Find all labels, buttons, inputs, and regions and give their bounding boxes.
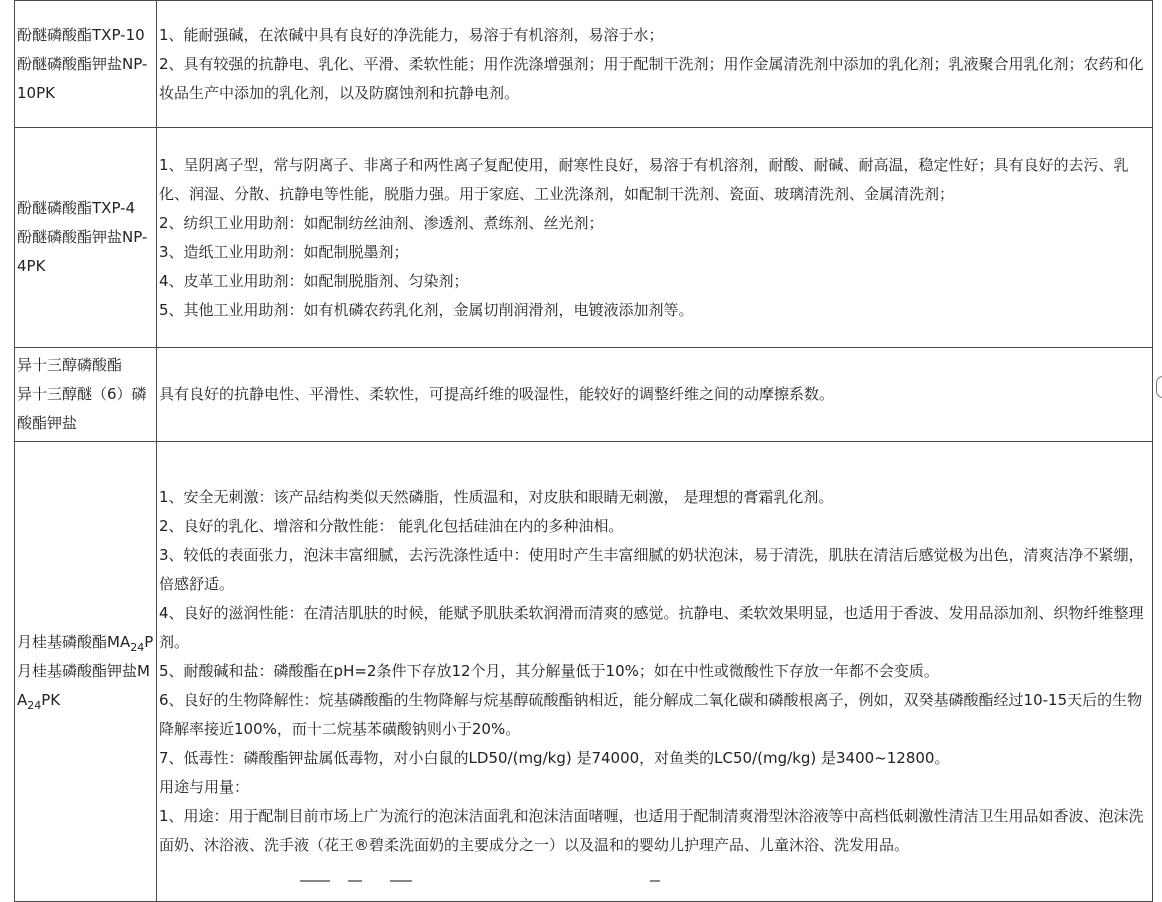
description-line: 1、能耐强碱，在浓碱中具有良好的净洗能力，易溶于有机溶剂，易溶于水； xyxy=(159,25,664,44)
table-row xyxy=(15,128,1153,348)
page-edge-bracket xyxy=(1156,376,1162,398)
product-name: 异十三醇磷酸酯 xyxy=(17,356,123,374)
product-name: 酚醚磷酸酯钾盐NP-10PK xyxy=(17,54,148,102)
description-line: 3、造纸工业用助剂：如配制脱墨剂； xyxy=(159,242,409,261)
table-row xyxy=(15,348,1153,442)
description-line: 6、良好的生物降解性：烷基磷酸酯的生物降解与烷基醇硫酸酯钠相近，能分解成二氧化碳和磷酸根离子，例如，双癸基磷酸酯经过10-15天后的生物降解率接近100%，而十二烷基苯磺酸钠则小于20%。 xyxy=(159,691,1143,738)
product-name-cell xyxy=(15,442,157,902)
description-line: 1、用途：用于配制目前市场上广为流行的泡沫洁面乳和泡沫洁面啫喱，也适用于配制清爽滑型沐浴液等中高档低刺激性清洁卫生用品如香波、泡沫洗面奶、沐浴液、洗手液（花王®碧柔洗面奶的主要成分之一）以及温和的婴幼儿护理产品、儿童沐浴、洗发用品。 xyxy=(159,807,1144,854)
table-row xyxy=(15,1,1153,128)
product-table xyxy=(14,0,1153,902)
description-line: 5、耐酸碱和盐：磷酸酯在pH=2条件下存放12个月，其分解量低于10%；如在中性或微酸性下存放一年都不会变质。 xyxy=(159,662,939,680)
description-line: 1、呈阴离子型，常与阴离子、非离子和两性离子复配使用，耐寒性良好，易溶于有机溶剂，耐酸、耐碱、耐高温，稳定性好；具有良好的去污、乳化、润湿、分散、抗静电等性能，脱脂力强。用于家庭、工业洗涤剂，如配制干洗剂、瓷面、玻璃清洗剂、金属清洗剂； xyxy=(159,155,1129,203)
cut-off-text-fragments xyxy=(300,878,700,885)
description-line: 2、纺织工业用助剂：如配制纺丝油剂、渗透剂、煮练剂、丝光剂； xyxy=(159,213,604,232)
product-name: 月桂基磷酸酯$MA_{24}P$ xyxy=(17,633,154,654)
product-name-cell xyxy=(15,128,157,348)
description-line: 4、良好的滋润性能：在清洁肌肤的时候，能赋予肌肤柔软润滑而清爽的感觉。抗静电、柔软效果明显，也适用于香波、发用品添加剂、织物纤维整理剂。 xyxy=(159,604,1144,651)
table-row xyxy=(15,442,1153,902)
product-name: 酚醚磷酸酯TXP-10 xyxy=(17,25,145,44)
description-line: 具有良好的抗静电性、平滑性、柔软性，可提高纤维的吸湿性，能较好的调整纤维之间的动摩擦系数。 xyxy=(159,385,835,403)
product-description-cell xyxy=(157,1,1153,128)
product-name-cell xyxy=(15,348,157,442)
description-line: 2、良好的乳化、增溶和分散性能： 能乳化包括硅油在内的多种油相。 xyxy=(159,517,624,535)
product-description-cell xyxy=(157,348,1153,442)
usage-heading: 用途与用量： xyxy=(159,778,250,796)
description-line: 2、具有较强的抗静电、乳化、平滑、柔软性能；用作洗涤增强剂；用于配制干洗剂；用作金属清洗剂中添加的乳化剂；乳液聚合用乳化剂；农药和化妆品生产中添加的乳化剂，以及防腐蚀剂和抗静电剂。 xyxy=(159,54,1144,102)
product-description-cell xyxy=(157,442,1153,902)
product-name: 酚醚磷酸酯TXP-4 xyxy=(17,199,136,217)
description-line: 3、较低的表面张力，泡沫丰富细腻，去污洗涤性适中：使用时产生丰富细腻的奶状泡沫，易于清洗，肌肤在清洁后感觉极为出色，清爽洁净不紧绷，倍感舒适。 xyxy=(159,546,1144,593)
description-line: 5、其他工业用助剂：如有机磷农药乳化剂，金属切削润滑剂，电镀液添加剂等。 xyxy=(159,300,694,319)
product-name-cell xyxy=(15,1,157,128)
product-name: 月桂基磷酸酯钾盐$MA_{24}PK$ xyxy=(17,662,150,712)
product-name: 异十三醇醚（6）磷酸酯钾盐 xyxy=(17,385,147,432)
description-line: 4、皮革工业用助剂：如配制脱脂剂、匀染剂； xyxy=(159,271,469,290)
description-line: 1、安全无刺激：该产品结构类似天然磷脂，性质温和，对皮肤和眼睛无刺激， 是理想的膏霜乳化剂。 xyxy=(159,488,834,506)
product-name: 酚醚磷酸酯钾盐NP-4PK xyxy=(17,228,148,275)
description-line: 7、低毒性：磷酸酯钾盐属低毒物，对小白鼠的LD50/(mg/kg) 是74000，对鱼类的LC50/(mg/kg) 是3400~12800。 xyxy=(159,749,950,767)
product-description-cell xyxy=(157,128,1153,348)
